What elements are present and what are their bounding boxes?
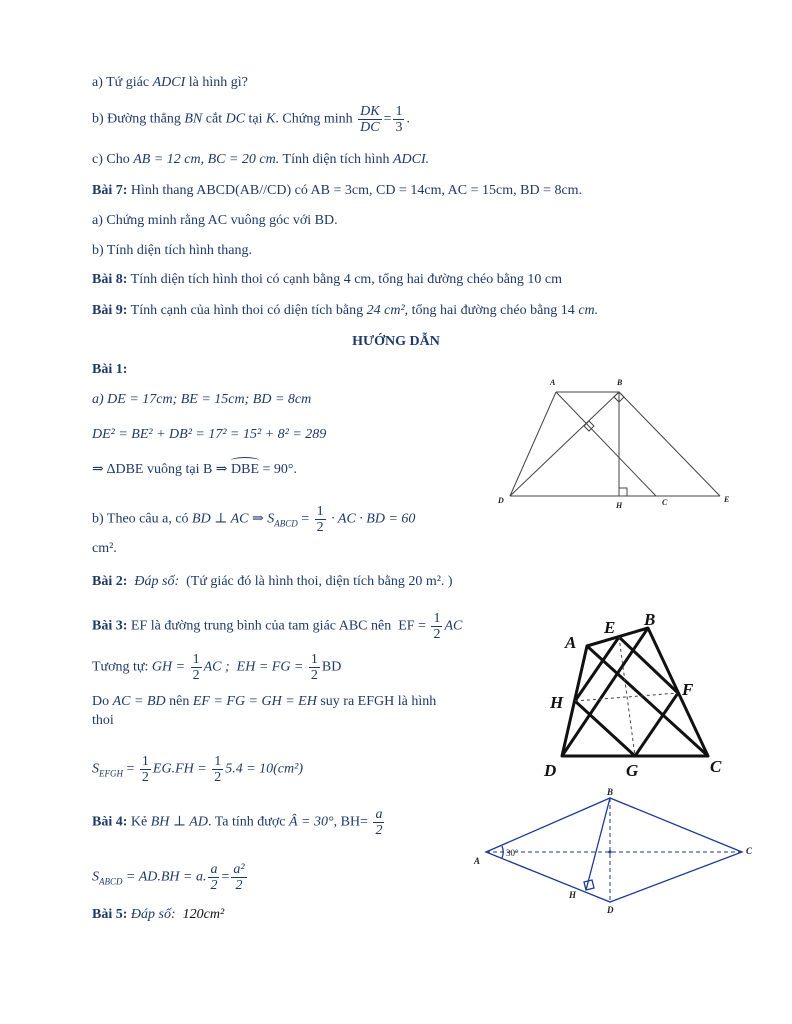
- fig1-segment-ad: [510, 392, 556, 496]
- fig4-segment-bh: [586, 798, 610, 890]
- sol5-line: Bài 5: Đáp số: 120cm²: [92, 907, 225, 922]
- fig4-label-angle: 30°: [506, 848, 519, 858]
- question-b: b) Đường thẳng BN cắt DC tại K. Chứng minh $\frac{DK}{DC}$ = $\frac{1}{3}$ .: [92, 104, 410, 135]
- sol1-b: b) Theo câu a, có BD ⊥ AC ⇒ $S_{ABCD}$ = $\frac{1}{2}$ · AC · BD = 60: [92, 504, 416, 535]
- sol4-line1: Bài 4: Kẻ BH ⊥ AD. Ta tính được Â = 30°, BH= $\frac{a}{2}$: [92, 807, 383, 838]
- fig3-label-d: D: [544, 761, 557, 780]
- bai8-title: Bài 8:: [92, 272, 128, 287]
- fig3-dashed-hf: [575, 693, 678, 701]
- sol3-line1: Bài 3: EF là đường trung bình của tam giác ABC nên EF = $\frac{1}{2}$ AC: [92, 611, 463, 642]
- bai7-a: a) Chứng minh rằng AC vuông góc với BD.: [92, 213, 338, 228]
- angle-dbe: DBE: [231, 461, 259, 479]
- fig3-label-f: F: [682, 680, 694, 699]
- fig1-segment-ac: [556, 392, 656, 496]
- fig1-label-a: A: [550, 378, 556, 387]
- fig4-right-angle-h: [584, 880, 594, 890]
- fig3-label-c: C: [710, 757, 722, 776]
- fig3-label-a: A: [565, 633, 577, 652]
- sol3-line4: thoi: [92, 713, 114, 728]
- bai7-b: b) Tính diện tích hình thang.: [92, 243, 252, 258]
- fig3-dashed-eg: [619, 637, 635, 756]
- fraction-one-third: $\frac{1}{3}$: [395, 104, 403, 135]
- sol3-area: $S_{EFGH}$ = $\frac{1}{2}$ EG.FH = $\frac{1}{2}$ 5.4 = 10(cm²): [92, 754, 303, 785]
- sol2-title: Bài 2:: [92, 574, 128, 589]
- figure-bai3: [540, 608, 730, 780]
- sol1-conclusion: ⇒ ΔDBE vuông tại B ⇒ DBE = 90°.: [92, 461, 297, 479]
- sol1-eq: DE² = BE² + DB² = 17² = 15² + 8² = 289: [92, 427, 327, 442]
- math-adci: ADCI: [152, 75, 186, 90]
- fig3-label-b: B: [644, 610, 656, 629]
- fig3-rhombus-efgh: [575, 637, 678, 756]
- fig1-segment-be: [619, 392, 720, 496]
- sol1-a: a) DE = 17cm; BE = 15cm; BD = 8cm: [92, 392, 312, 407]
- fig3-label-g: G: [626, 761, 639, 780]
- fig1-segment-bd: [510, 392, 619, 496]
- sol4-area: $S_{ABCD} = AD.BH = a$. $\frac{a}{2}$ = $\frac{\text{a²}}{2}$: [92, 862, 245, 893]
- sol1-title: Bài 1:: [92, 362, 128, 377]
- fig3-label-e: E: [604, 618, 616, 637]
- fig3-label-h: H: [550, 693, 564, 712]
- sol5-title: Bài 5:: [92, 907, 128, 922]
- sol1-unit: cm².: [92, 541, 117, 556]
- fig1-label-d: D: [498, 496, 504, 505]
- fig1-label-c: C: [662, 498, 668, 507]
- sol3-line2: Tương tự: GH = $\frac{1}{2}$ AC ; EH = FG = $\frac{1}{2}$ BD: [92, 652, 342, 683]
- bai7-statement: Bài 7: Hình thang ABCD(AB//CD) có AB = 3cm, CD = 14cm, AC = 15cm, BD = 8cm.: [92, 183, 583, 198]
- question-a: a) Tứ giác ADCI là hình gì?: [92, 75, 248, 90]
- fraction-dk-dc: $\frac{DK}{DC}$: [360, 104, 380, 135]
- fig4-label-b: B: [607, 787, 614, 797]
- figure-bai1: [490, 372, 740, 512]
- fig4-label-d: D: [607, 905, 614, 915]
- question-c: c) Cho AB = 12 cm, BC = 20 cm. Tính diện tích hình ADCI.: [92, 152, 430, 167]
- fig4-rhombus-abcd: [486, 798, 742, 902]
- bai9-statement: Bài 9: Tính cạnh của hình thoi có diện tích bằng 24 cm², tổng hai đường chéo bằng 14 cm.: [92, 303, 599, 318]
- sol4-title: Bài 4:: [92, 814, 128, 830]
- figure-bai4: [470, 786, 760, 916]
- fig1-right-angle-h: [619, 488, 627, 496]
- fig1-label-h: H: [616, 501, 623, 510]
- bai8-statement: Bài 8: Tính diện tích hình thoi có cạnh bằng 4 cm, tổng hai đường chéo bằng 10 cm: [92, 272, 563, 287]
- fig4-center-point: [608, 850, 611, 853]
- fig1-label-b: B: [617, 378, 623, 387]
- fig4-label-a: A: [474, 856, 481, 866]
- guide-title: HƯỚNG DẪN: [352, 334, 440, 349]
- sol3-title: Bài 3:: [92, 618, 128, 634]
- sol3-line3: Do AC = BD nên EF = FG = GH = EH suy ra EFGH là hình: [92, 694, 437, 709]
- fig1-label-e: E: [724, 495, 730, 504]
- bai9-title: Bài 9:: [92, 303, 128, 318]
- fig4-label-h: H: [569, 890, 577, 900]
- bai7-title: Bài 7:: [92, 183, 128, 198]
- sol2-line: Bài 2: Đáp số: (Tứ giác đó là hình thoi, diện tích bằng 20 m². ): [92, 574, 453, 589]
- fig4-label-c: C: [746, 846, 753, 856]
